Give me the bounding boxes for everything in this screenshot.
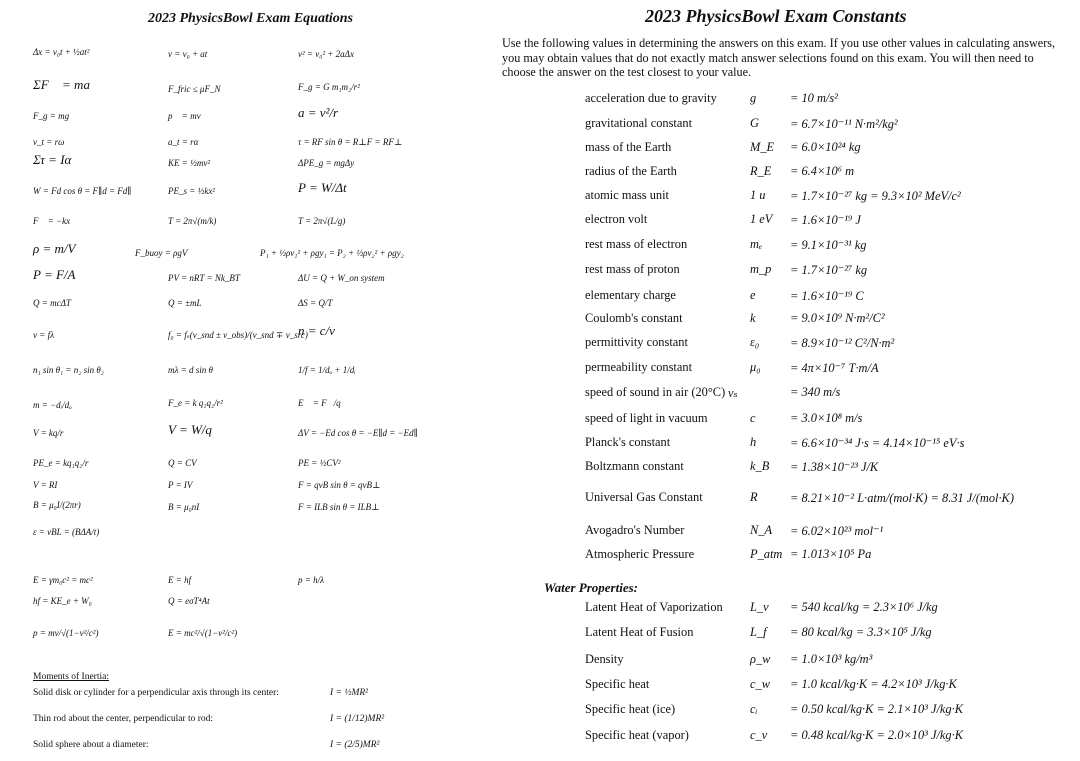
constant-value: = 6.4×10⁶ m [790, 164, 855, 178]
water-row [495, 652, 1080, 672]
water-symbol: L_v [750, 600, 769, 614]
water-row [495, 600, 1080, 620]
constant-name: rest mass of electron [585, 237, 688, 251]
constant-name: acceleration due to gravity [585, 91, 717, 105]
equations-title: 2023 PhysicsBowl Exam Equations [148, 11, 353, 26]
constant-value: = 340 m/s [790, 385, 841, 399]
water-value: = 0.48 kcal/kg·K = 2.0×10³ J/kg·K [790, 728, 963, 742]
constant-name: atomic mass unit [585, 188, 669, 202]
water-symbol: cᵢ [750, 702, 758, 716]
constant-name: electron volt [585, 212, 648, 226]
equation: T = 2π√(L/g) [298, 216, 346, 226]
equation: E⃗ = F⃗/q [298, 398, 341, 408]
equation: ΔV = −Ed cos θ = −E∥d = −Ed∥ [298, 428, 418, 438]
moment-formula: I = (2/5)MR² [330, 740, 380, 750]
constant-row [495, 523, 1080, 543]
equation: F_g = mg [33, 111, 70, 121]
equation: V = kq/r [33, 428, 64, 438]
constant-symbol: m_p [750, 262, 772, 276]
water-name: Density [585, 652, 624, 666]
constant-symbol: k_B [750, 459, 770, 473]
constant-value: = 1.38×10⁻²³ J/K [790, 460, 879, 474]
constant-name: Universal Gas Constant [585, 490, 703, 504]
equation: F_g = G m₁m₂/r² [298, 82, 360, 92]
constant-row [495, 237, 1080, 257]
constant-value: = 10 m/s² [790, 91, 838, 105]
constant-row [495, 435, 1080, 455]
constant-value: = 3.0×10⁸ m/s [790, 411, 863, 425]
equation: B = μ₀I/(2πr) [33, 500, 81, 510]
constant-name: permeability constant [585, 360, 693, 374]
equation: KE = ½mv² [168, 158, 211, 168]
equation: v = v₀ + at [168, 49, 208, 59]
constant-symbol: k [750, 311, 756, 325]
equation: Q = CV [168, 458, 197, 468]
constant-value: = 1.6×10⁻¹⁹ C [790, 289, 864, 303]
water-row [495, 625, 1080, 645]
equation: F_buoy = ρgV [135, 248, 188, 258]
constant-name: permittivity constant [585, 335, 688, 349]
equation: E = hf [168, 575, 192, 585]
equation: P = F/A [33, 267, 76, 282]
equation: v² = v₀² + 2aΔx [298, 49, 354, 59]
constant-row [495, 411, 1080, 431]
constant-row [495, 490, 1080, 510]
equation: 1/f = 1/dₒ + 1/dᵢ [298, 365, 356, 375]
equation: E = γm₀c² = mc² [33, 575, 93, 585]
equation: PV = nRT = Nk_BT [168, 273, 240, 283]
equation: Q = ±mL [168, 298, 202, 308]
constant-symbol: mₑ [750, 237, 763, 251]
equation: F = qvB sin θ = qvB⊥ [298, 480, 381, 490]
equation: F⃗ = −kx⃗ [33, 216, 78, 226]
equation: B = μ₀nI [168, 502, 200, 512]
constant-symbol: R [750, 490, 758, 504]
constant-row [495, 188, 1080, 208]
constant-value: = 1.6×10⁻¹⁹ J [790, 213, 861, 227]
constant-symbol: g [750, 91, 757, 105]
constant-row [495, 288, 1080, 308]
moment-label: Solid sphere about a diameter: [33, 740, 149, 750]
constant-name: elementary charge [585, 288, 676, 302]
equation: ΔS = Q/T [298, 298, 333, 308]
constant-row [495, 385, 1080, 405]
water-name: Specific heat (ice) [585, 702, 676, 716]
water-value: = 1.0×10³ kg/m³ [790, 652, 873, 666]
constant-name: Avogadro's Number [585, 523, 685, 537]
constant-name: Planck's constant [585, 435, 671, 449]
equation: T = 2π√(m/k) [168, 216, 217, 226]
equation: n = c/v [298, 323, 335, 338]
constant-symbol: N_A [750, 523, 773, 537]
constant-row [495, 311, 1080, 331]
equation: PE_e = kq₁q₂/r [33, 458, 89, 468]
constant-name: Coulomb's constant [585, 311, 683, 325]
equation: V = W/q [168, 422, 212, 437]
equation: v = fλ [33, 330, 54, 340]
equation: Q = mcΔT [33, 298, 71, 308]
water-value: = 540 kcal/kg = 2.3×10⁶ J/kg [790, 600, 938, 614]
equation: n₁ sin θ₁ = n₂ sin θ₂ [33, 365, 104, 375]
constant-row [495, 164, 1080, 184]
constant-row [495, 360, 1080, 380]
constant-value: = 9.1×10⁻³¹ kg [790, 238, 867, 252]
equation: P = W/Δt [298, 180, 347, 195]
constant-value: = 6.6×10⁻³⁴ J·s = 4.14×10⁻¹⁵ eV·s [790, 436, 965, 450]
equation: a_t = rα [168, 137, 199, 147]
equation: ΣF⃗ = ma⃗ [33, 77, 101, 92]
equation: ε = vBL = (BΔA/t) [33, 527, 100, 537]
equation: ΔU = Q + W_on system [298, 273, 385, 283]
water-value: = 1.0 kcal/kg·K = 4.2×10³ J/kg·K [790, 677, 957, 691]
constant-row [495, 459, 1080, 479]
constant-symbol: M_E [750, 140, 775, 154]
constants-panel [495, 0, 1080, 761]
constant-value: = 6.02×10²³ mol⁻¹ [790, 524, 884, 538]
constant-symbol: μ₀ [750, 360, 761, 374]
equation: P₁ + ½ρv₁² + ρgy₁ = P₂ + ½ρv₂² + ρgy₂ [260, 248, 404, 258]
equation: PE = ½CV² [298, 458, 341, 468]
water-properties-heading: Water Properties: [544, 580, 638, 595]
constant-value: = 8.9×10⁻¹² C²/N·m² [790, 336, 895, 350]
moment-formula: I = (1/12)MR² [330, 714, 385, 724]
equation: v_t = rω [33, 137, 65, 147]
equation: p = h/λ [298, 575, 324, 585]
constant-symbol: vₛ [728, 386, 738, 400]
constant-symbol: G [750, 116, 759, 130]
equation: P = IV [168, 480, 193, 490]
constant-value: = 9.0×10⁹ N·m²/C² [790, 311, 885, 325]
equation: hf = KE_e + W₀ [33, 596, 92, 606]
constant-value: = 6.0×10²⁴ kg [790, 140, 861, 154]
constant-symbol: h [750, 435, 757, 449]
moments-heading: Moments of Inertia: [33, 672, 109, 682]
constant-value: = 1.7×10⁻²⁷ kg [790, 263, 868, 277]
constant-value: = 1.7×10⁻²⁷ kg = 9.3×10² MeV/c² [790, 189, 961, 203]
constant-name: Boltzmann constant [585, 459, 684, 473]
equation: Q = eσT⁴At [168, 596, 210, 606]
water-row [495, 728, 1080, 748]
water-row [495, 677, 1080, 697]
constant-value: = 4π×10⁻⁷ T·m/A [790, 361, 879, 375]
constant-row [495, 91, 1080, 111]
water-name: Latent Heat of Vaporization [585, 600, 723, 614]
constant-value: = 6.7×10⁻¹¹ N·m²/kg² [790, 117, 898, 131]
constant-symbol: 1 eV [750, 212, 773, 226]
equation: Στ = Iα [33, 152, 72, 167]
constant-name: speed of light in vacuum [585, 411, 708, 425]
equation: τ = RF sin θ = R⊥F = RF⊥ [298, 137, 403, 147]
constant-symbol: e [750, 288, 756, 302]
constant-symbol: R_E [750, 164, 772, 178]
equation: F_fric ≤ μF_N [168, 84, 221, 94]
water-name: Latent Heat of Fusion [585, 625, 694, 639]
constant-name: speed of sound in air (20°C) [585, 385, 726, 399]
equation: E = mc²/√(1−v²/c²) [168, 628, 238, 638]
water-value: = 80 kcal/kg = 3.3×10⁵ J/kg [790, 625, 932, 639]
constant-symbol: c [750, 411, 756, 425]
constant-name: Atmospheric Pressure [585, 547, 695, 561]
moment-formula: I = ½MR² [330, 688, 369, 698]
constant-name: radius of the Earth [585, 164, 677, 178]
equation: W = Fd cos θ = F∥d = Fd∥ [33, 186, 132, 196]
constant-row [495, 116, 1080, 136]
water-symbol: ρ_w [750, 652, 771, 666]
equation: f₀ = fₛ(v_snd ± v_obs)/(v_snd ∓ v_src) [168, 330, 308, 340]
constant-value: = 8.21×10⁻² L·atm/(mol·K) = 8.31 J/(mol·K) [790, 491, 1014, 505]
equation: mλ = d sin θ [168, 365, 213, 375]
constant-value: = 1.013×10⁵ Pa [790, 547, 872, 561]
constant-name: mass of the Earth [585, 140, 672, 154]
water-symbol: c_v [750, 728, 768, 742]
water-value: = 0.50 kcal/kg·K = 2.1×10³ J/kg·K [790, 702, 963, 716]
equation: F = ILB sin θ = ILB⊥ [298, 502, 380, 512]
constant-symbol: ε₀ [750, 335, 760, 349]
equation: PE_s = ½kx² [168, 186, 216, 196]
constant-symbol: 1 u [750, 188, 766, 202]
constants-title: 2023 PhysicsBowl Exam Constants [645, 6, 907, 26]
equation: F_e = k q₁q₂/r² [168, 398, 223, 408]
equation: ΔPE_g = mgΔy [298, 158, 355, 168]
constant-symbol: P_atm [750, 547, 783, 561]
equation: p⃗ = mv⃗ [168, 111, 208, 121]
water-row [495, 702, 1080, 722]
constant-row [495, 335, 1080, 355]
equation: p = mv/√(1−v²/c²) [33, 628, 99, 638]
equations-panel [0, 0, 515, 761]
constant-row [495, 547, 1080, 567]
constant-name: rest mass of proton [585, 262, 680, 276]
equation: m = −dᵢ/dₒ [33, 400, 72, 410]
constant-row [495, 140, 1080, 160]
water-name: Specific heat (vapor) [585, 728, 689, 742]
constant-name: gravitational constant [585, 116, 693, 130]
moment-label: Solid disk or cylinder for a perpendicular axis through its center: [33, 688, 279, 698]
moment-label: Thin rod about the center, perpendicular to rod: [33, 714, 214, 724]
equation: a = v²/r [298, 105, 339, 120]
equation: V = RI [33, 480, 58, 490]
equation: ρ = m/V [33, 241, 76, 256]
water-symbol: L_f [750, 625, 767, 639]
water-name: Specific heat [585, 677, 650, 691]
constant-row [495, 212, 1080, 232]
water-symbol: c_w [750, 677, 770, 691]
equation: Δx = v₀t + ½at² [33, 47, 90, 57]
intro-paragraph: Use the following values in determining the answers on this exam. If you use other values in calculating answers, you may obtain values that do not exactly match answer selections found on this exam. You will then need to choose the answer on the test closest to your value. [502, 36, 1056, 79]
constant-row [495, 262, 1080, 282]
